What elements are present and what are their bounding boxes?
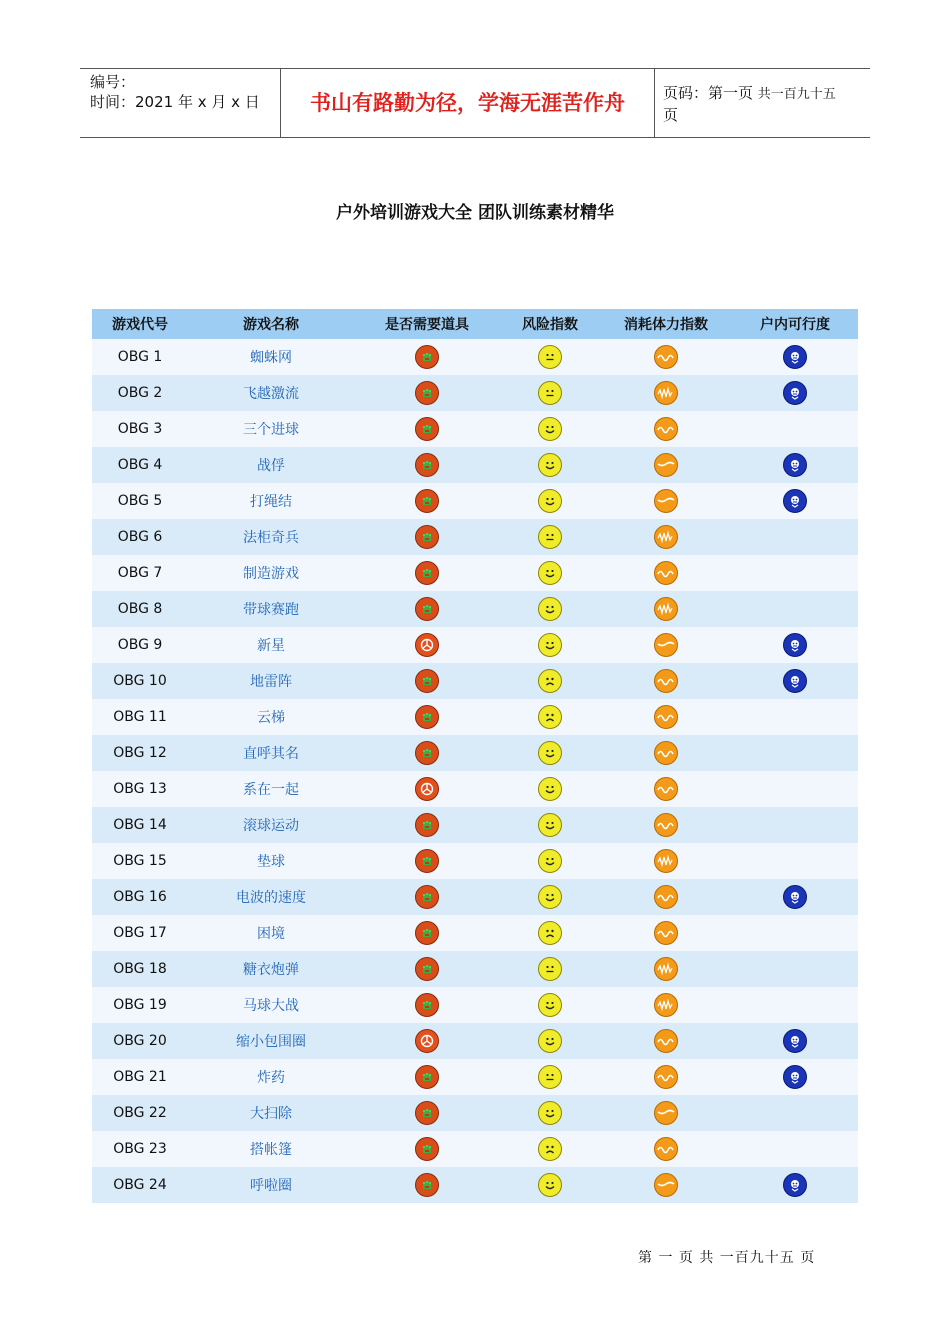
energy-cell	[600, 555, 732, 591]
table-row	[92, 699, 858, 735]
games-table	[92, 309, 858, 1203]
prop-cell	[354, 411, 500, 447]
fist-icon	[415, 345, 439, 369]
risk-cell	[500, 735, 600, 771]
indoor-cell	[732, 663, 858, 699]
game-code: OBG 18	[113, 961, 167, 977]
game-name: 地雷阵	[250, 674, 292, 690]
energy-cell	[600, 951, 732, 987]
game-name: 制造游戏	[243, 566, 299, 582]
fist-icon	[415, 885, 439, 909]
indoor-cell	[732, 1095, 858, 1131]
prop-cell	[354, 735, 500, 771]
fist-icon	[415, 1137, 439, 1161]
energy-cell	[600, 1023, 732, 1059]
table-row	[92, 447, 858, 483]
game-code: OBG 3	[117, 421, 163, 437]
risk-cell	[500, 519, 600, 555]
ball-icon	[654, 489, 678, 513]
energy-cell	[600, 879, 732, 915]
game-code: OBG 9	[117, 637, 163, 653]
ball-icon	[654, 1173, 678, 1197]
prop-cell	[354, 339, 500, 375]
indoor-cell	[732, 447, 858, 483]
wave-icon	[654, 741, 678, 765]
energy-cell	[600, 447, 732, 483]
indoor-icon	[783, 453, 807, 477]
fist-icon	[415, 417, 439, 441]
indoor-cell	[732, 807, 858, 843]
indoor-cell	[732, 1059, 858, 1095]
wave-icon	[654, 1029, 678, 1053]
sad-face-icon	[538, 1137, 562, 1161]
indoor-icon	[783, 381, 807, 405]
prop-cell	[354, 879, 500, 915]
indoor-cell	[732, 699, 858, 735]
game-name: 新星	[257, 638, 285, 654]
fist-icon	[415, 1065, 439, 1089]
table-row	[92, 1023, 858, 1059]
bomb-icon	[415, 1029, 439, 1053]
header-motto: 书山有路勤为径，学海无涯苦作舟	[281, 69, 655, 137]
sad-face-icon	[538, 921, 562, 945]
fist-icon	[415, 1173, 439, 1197]
indoor-icon	[783, 669, 807, 693]
prop-cell	[354, 1023, 500, 1059]
indoor-cell	[732, 951, 858, 987]
fist-icon	[415, 813, 439, 837]
smile-face-icon	[538, 777, 562, 801]
prop-cell	[354, 771, 500, 807]
prop-cell	[354, 951, 500, 987]
energy-cell	[600, 591, 732, 627]
prop-cell	[354, 1059, 500, 1095]
smile-face-icon	[538, 633, 562, 657]
prop-cell	[354, 483, 500, 519]
indoor-cell	[732, 1167, 858, 1203]
wave-icon	[654, 777, 678, 801]
table-row	[92, 771, 858, 807]
game-code: OBG 19	[113, 997, 167, 1013]
game-code: OBG 11	[113, 709, 167, 725]
fist-icon	[415, 957, 439, 981]
column-header: 消耗体力指数	[624, 317, 708, 333]
document-header	[80, 68, 870, 138]
wave-icon	[654, 1137, 678, 1161]
game-code: OBG 20	[113, 1033, 167, 1049]
energy-cell	[600, 735, 732, 771]
wave-icon	[654, 1065, 678, 1089]
game-code: OBG 12	[113, 745, 167, 761]
game-name: 搭帐篷	[250, 1142, 292, 1158]
number-label: 编号：	[90, 73, 136, 91]
fist-icon	[415, 489, 439, 513]
risk-cell	[500, 1023, 600, 1059]
table-row	[92, 735, 858, 771]
wave-icon	[654, 561, 678, 585]
prop-cell	[354, 1167, 500, 1203]
game-code: OBG 7	[117, 565, 163, 581]
smile-face-icon	[538, 1029, 562, 1053]
risk-cell	[500, 1167, 600, 1203]
wave-icon	[654, 417, 678, 441]
table-row	[92, 915, 858, 951]
table-row	[92, 843, 858, 879]
fist-icon	[415, 525, 439, 549]
indoor-icon	[783, 345, 807, 369]
table-row	[92, 807, 858, 843]
indoor-cell	[732, 915, 858, 951]
prop-cell	[354, 375, 500, 411]
energy-cell	[600, 411, 732, 447]
column-header: 游戏名称	[243, 317, 299, 333]
neutral-face-icon	[538, 525, 562, 549]
energy-cell	[600, 807, 732, 843]
game-name: 缩小包围圈	[236, 1034, 306, 1050]
risk-cell	[500, 807, 600, 843]
table-row	[92, 1059, 858, 1095]
table-row	[92, 591, 858, 627]
smile-face-icon	[538, 597, 562, 621]
game-code: OBG 16	[113, 889, 167, 905]
page-label: 页码：第一页	[663, 84, 754, 102]
risk-cell	[500, 879, 600, 915]
prop-cell	[354, 663, 500, 699]
indoor-icon	[783, 489, 807, 513]
risk-cell	[500, 627, 600, 663]
energy-cell	[600, 1167, 732, 1203]
game-name: 大扫除	[250, 1106, 292, 1122]
table-row	[92, 1131, 858, 1167]
zigzag-icon	[654, 381, 678, 405]
indoor-icon	[783, 633, 807, 657]
prop-cell	[354, 987, 500, 1023]
fist-icon	[415, 597, 439, 621]
ball-icon	[654, 1101, 678, 1125]
energy-cell	[600, 1131, 732, 1167]
indoor-cell	[732, 627, 858, 663]
smile-face-icon	[538, 741, 562, 765]
game-name: 系在一起	[243, 782, 299, 798]
energy-cell	[600, 663, 732, 699]
prop-cell	[354, 1095, 500, 1131]
game-name: 滚球运动	[243, 818, 299, 834]
game-code: OBG 17	[113, 925, 167, 941]
smile-face-icon	[538, 993, 562, 1017]
smile-face-icon	[538, 561, 562, 585]
zigzag-icon	[654, 849, 678, 873]
fist-icon	[415, 993, 439, 1017]
neutral-face-icon	[538, 345, 562, 369]
indoor-cell	[732, 555, 858, 591]
header-page-info	[655, 83, 873, 125]
fist-icon	[415, 741, 439, 765]
table-row	[92, 1167, 858, 1203]
indoor-cell	[732, 411, 858, 447]
neutral-face-icon	[538, 381, 562, 405]
energy-cell	[600, 1059, 732, 1095]
prop-cell	[354, 1131, 500, 1167]
game-code: OBG 24	[113, 1177, 167, 1193]
game-name: 飞越激流	[243, 386, 299, 402]
indoor-icon	[783, 1065, 807, 1089]
game-code: OBG 13	[113, 781, 167, 797]
table-row	[92, 483, 858, 519]
prop-cell	[354, 915, 500, 951]
wave-icon	[654, 921, 678, 945]
fist-icon	[415, 849, 439, 873]
prop-cell	[354, 591, 500, 627]
prop-cell	[354, 843, 500, 879]
table-row	[92, 411, 858, 447]
energy-cell	[600, 1095, 732, 1131]
game-name: 带球赛跑	[243, 602, 299, 618]
indoor-cell	[732, 339, 858, 375]
table-row	[92, 519, 858, 555]
indoor-cell	[732, 519, 858, 555]
table-row	[92, 375, 858, 411]
risk-cell	[500, 915, 600, 951]
zigzag-icon	[654, 993, 678, 1017]
game-name: 蜘蛛网	[250, 350, 292, 366]
page-title: 户外培训游戏大全 团队训练素材精华	[336, 203, 614, 223]
indoor-icon	[783, 885, 807, 909]
energy-cell	[600, 483, 732, 519]
game-name: 炸药	[257, 1070, 285, 1086]
fist-icon	[415, 669, 439, 693]
indoor-cell	[732, 1131, 858, 1167]
table-row	[92, 627, 858, 663]
indoor-icon	[783, 1029, 807, 1053]
header-meta	[80, 69, 281, 137]
energy-cell	[600, 843, 732, 879]
energy-cell	[600, 771, 732, 807]
game-code: OBG 15	[113, 853, 167, 869]
prop-cell	[354, 519, 500, 555]
indoor-cell	[732, 843, 858, 879]
indoor-cell	[732, 987, 858, 1023]
ball-icon	[654, 453, 678, 477]
game-name: 呼啦圈	[250, 1178, 292, 1194]
table-header	[92, 309, 858, 339]
smile-face-icon	[538, 489, 562, 513]
bomb-icon	[415, 777, 439, 801]
risk-cell	[500, 339, 600, 375]
prop-cell	[354, 447, 500, 483]
game-name: 三个进球	[243, 422, 299, 438]
indoor-icon	[783, 1173, 807, 1197]
wave-icon	[654, 705, 678, 729]
game-name: 战俘	[257, 458, 285, 474]
risk-cell	[500, 447, 600, 483]
energy-cell	[600, 699, 732, 735]
page-total: 共一百九十五	[757, 87, 836, 102]
wave-icon	[654, 669, 678, 693]
column-header: 风险指数	[522, 317, 578, 333]
smile-face-icon	[538, 417, 562, 441]
game-name: 困境	[257, 926, 285, 942]
prop-cell	[354, 699, 500, 735]
wave-icon	[654, 885, 678, 909]
table-row	[92, 339, 858, 375]
neutral-face-icon	[538, 957, 562, 981]
energy-cell	[600, 519, 732, 555]
risk-cell	[500, 555, 600, 591]
date-label: 时间：2021 年 x 月 x 日	[90, 93, 260, 111]
game-name: 打绳结	[250, 494, 292, 510]
smile-face-icon	[538, 885, 562, 909]
risk-cell	[500, 483, 600, 519]
game-code: OBG 21	[113, 1069, 167, 1085]
game-name: 糖衣炮弹	[243, 962, 299, 978]
zigzag-icon	[654, 597, 678, 621]
risk-cell	[500, 699, 600, 735]
sad-face-icon	[538, 669, 562, 693]
page-suffix: 页	[663, 106, 679, 124]
game-name: 马球大战	[243, 998, 299, 1014]
prop-cell	[354, 555, 500, 591]
smile-face-icon	[538, 849, 562, 873]
smile-face-icon	[538, 813, 562, 837]
zigzag-icon	[654, 525, 678, 549]
column-header: 游戏代号	[112, 317, 168, 333]
smile-face-icon	[538, 1101, 562, 1125]
risk-cell	[500, 375, 600, 411]
column-header: 户内可行度	[760, 317, 830, 333]
risk-cell	[500, 843, 600, 879]
game-code: OBG 14	[113, 817, 167, 833]
ball-icon	[654, 633, 678, 657]
table-row	[92, 663, 858, 699]
game-name: 云梯	[257, 710, 285, 726]
table-row	[92, 951, 858, 987]
risk-cell	[500, 987, 600, 1023]
page-footer: 第 一 页 共 一百九十五 页	[638, 1250, 816, 1266]
game-code: OBG 1	[117, 349, 163, 365]
risk-cell	[500, 1059, 600, 1095]
table-row	[92, 555, 858, 591]
wave-icon	[654, 345, 678, 369]
risk-cell	[500, 1131, 600, 1167]
indoor-cell	[732, 771, 858, 807]
game-name: 法柜奇兵	[243, 530, 299, 546]
energy-cell	[600, 987, 732, 1023]
energy-cell	[600, 339, 732, 375]
risk-cell	[500, 411, 600, 447]
fist-icon	[415, 453, 439, 477]
indoor-cell	[732, 591, 858, 627]
game-name: 直呼其名	[243, 746, 299, 762]
indoor-cell	[732, 483, 858, 519]
energy-cell	[600, 375, 732, 411]
game-code: OBG 23	[113, 1141, 167, 1157]
energy-cell	[600, 627, 732, 663]
wave-icon	[654, 813, 678, 837]
prop-cell	[354, 807, 500, 843]
indoor-cell	[732, 375, 858, 411]
risk-cell	[500, 951, 600, 987]
game-name: 垫球	[257, 854, 285, 870]
table-row	[92, 879, 858, 915]
fist-icon	[415, 705, 439, 729]
game-code: OBG 6	[117, 529, 163, 545]
smile-face-icon	[538, 1173, 562, 1197]
game-code: OBG 2	[117, 385, 163, 401]
zigzag-icon	[654, 957, 678, 981]
prop-cell	[354, 627, 500, 663]
sad-face-icon	[538, 705, 562, 729]
risk-cell	[500, 663, 600, 699]
table-row	[92, 1095, 858, 1131]
smile-face-icon	[538, 453, 562, 477]
indoor-cell	[732, 735, 858, 771]
bomb-icon	[415, 633, 439, 657]
game-name: 电波的速度	[236, 890, 306, 906]
game-code: OBG 22	[113, 1105, 167, 1121]
energy-cell	[600, 915, 732, 951]
game-code: OBG 5	[117, 493, 163, 509]
fist-icon	[415, 1101, 439, 1125]
fist-icon	[415, 561, 439, 585]
risk-cell	[500, 591, 600, 627]
indoor-cell	[732, 1023, 858, 1059]
game-code: OBG 8	[117, 601, 163, 617]
game-code: OBG 4	[117, 457, 163, 473]
fist-icon	[415, 921, 439, 945]
game-code: OBG 10	[113, 673, 167, 689]
neutral-face-icon	[538, 1065, 562, 1089]
risk-cell	[500, 771, 600, 807]
fist-icon	[415, 381, 439, 405]
table-row	[92, 987, 858, 1023]
risk-cell	[500, 1095, 600, 1131]
indoor-cell	[732, 879, 858, 915]
column-header: 是否需要道具	[385, 317, 469, 333]
